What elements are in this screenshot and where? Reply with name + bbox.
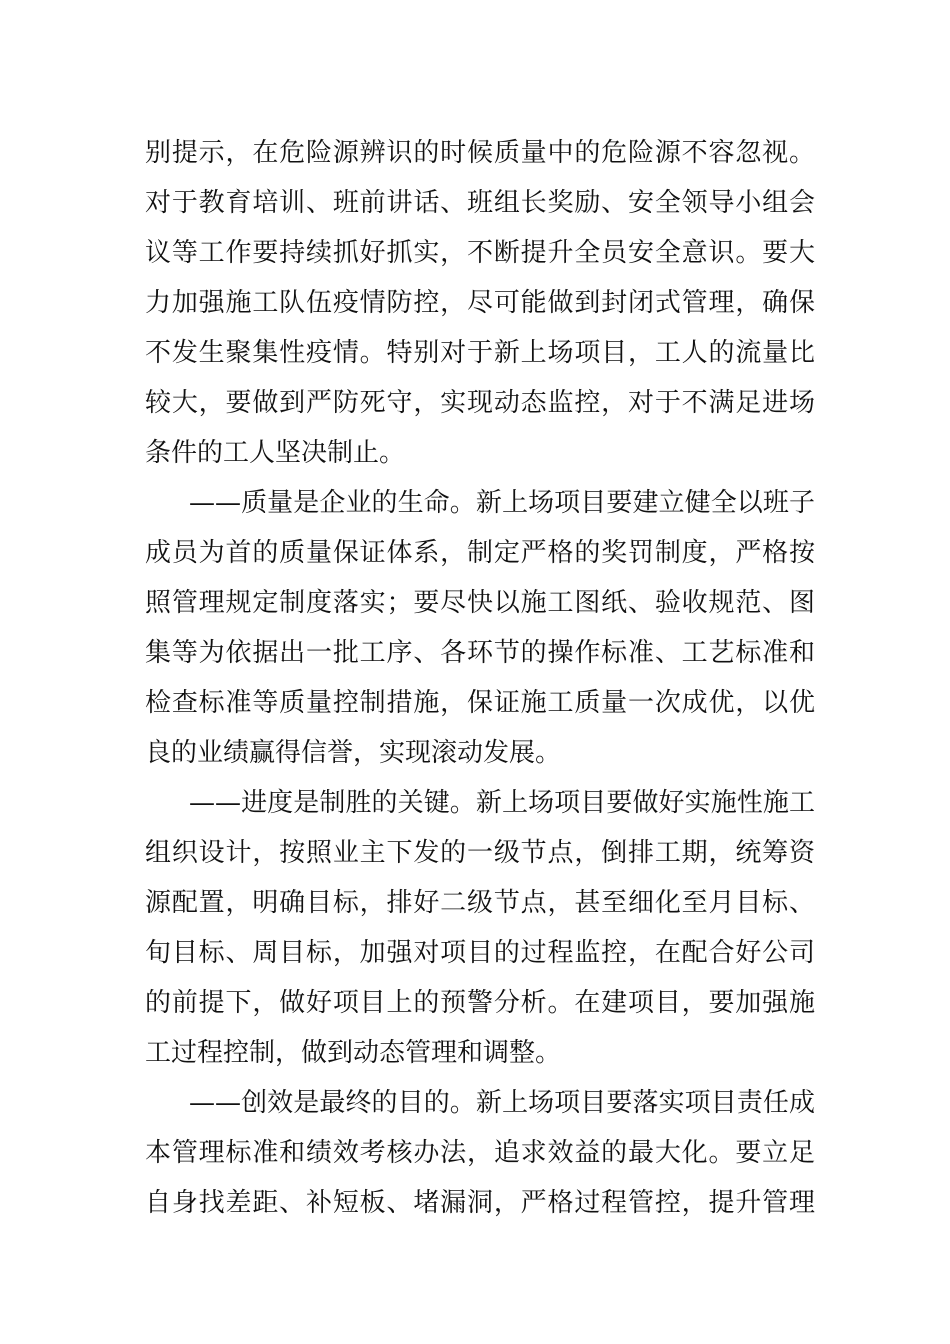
text-line: 旬目标、周目标，加强对项目的过程监控，在配合好公司 [145, 938, 815, 968]
paragraph-first-line: ——进度是制胜的关键。新上场项目要做好实施性施工 [189, 788, 815, 818]
text-line: 的前提下，做好项目上的预警分析。在建项目，要加强施 [145, 988, 815, 1018]
text-line: 本管理标准和绩效考核办法，追求效益的最大化。要立足 [145, 1138, 815, 1168]
text-line: 别提示，在危险源辨识的时候质量中的危险源不容忽视。 [145, 138, 815, 168]
text-line: 较大，要做到严防死守，实现动态监控，对于不满足进场 [145, 388, 815, 418]
text-line: 力加强施工队伍疫情防控，尽可能做到封闭式管理，确保 [145, 288, 815, 318]
text-line: 对于教育培训、班前讲话、班组长奖励、安全领导小组会 [145, 188, 815, 218]
text-line: 集等为依据出一批工序、各环节的操作标准、工艺标准和 [145, 638, 815, 668]
text-line: 成员为首的质量保证体系，制定严格的奖罚制度，严格按 [145, 538, 815, 568]
text-line: 不发生聚集性疫情。特别对于新上场项目，工人的流量比 [145, 338, 815, 368]
body-text [145, 128, 815, 1228]
text-line: 议等工作要持续抓好抓实，不断提升全员安全意识。要大 [145, 238, 815, 268]
text-line: 照管理规定制度落实；要尽快以施工图纸、验收规范、图 [145, 588, 815, 618]
text-line: 良的业绩赢得信誉，实现滚动发展。 [145, 738, 562, 768]
text-line: 工过程控制，做到动态管理和调整。 [145, 1038, 562, 1068]
text-line: 源配置，明确目标，排好二级节点，甚至细化至月目标、 [145, 888, 815, 918]
text-line: 自身找差距、补短板、堵漏洞，严格过程管控，提升管理 [145, 1188, 815, 1218]
paragraph-first-line: ——创效是最终的目的。新上场项目要落实项目责任成 [189, 1088, 815, 1118]
text-line: 检查标准等质量控制措施，保证施工质量一次成优，以优 [145, 688, 815, 718]
paragraph-first-line: ——质量是企业的生命。新上场项目要建立健全以班子 [189, 488, 815, 518]
text-line: 组织设计，按照业主下发的一级节点，倒排工期，统筹资 [145, 838, 815, 868]
text-line: 条件的工人坚决制止。 [145, 438, 406, 468]
